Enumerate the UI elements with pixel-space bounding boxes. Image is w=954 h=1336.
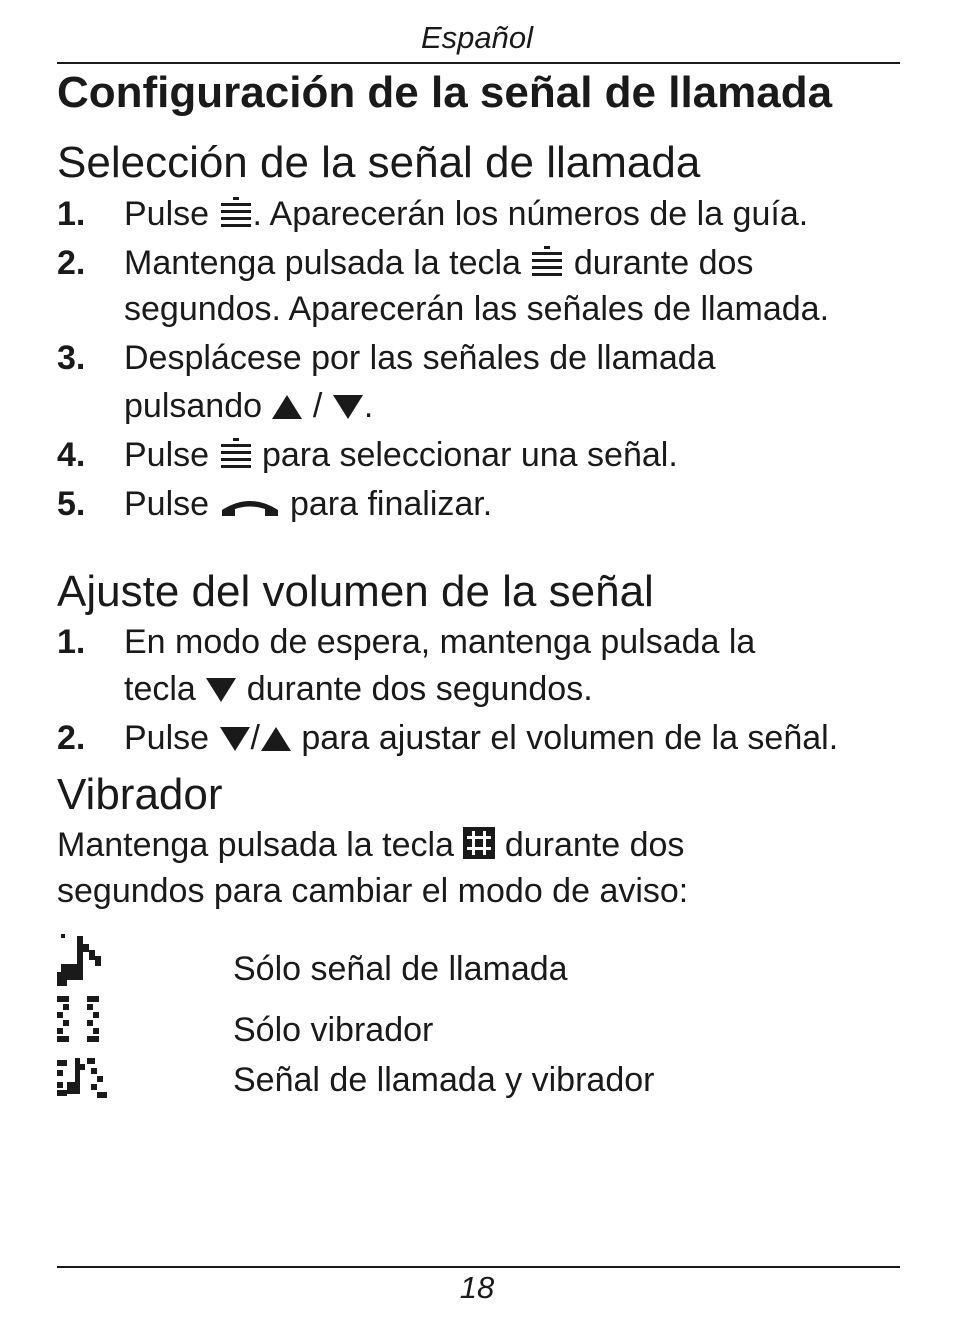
section-heading-volume: Ajuste del volumen de la señal: [57, 567, 654, 616]
step-text-line2: tecla durante dos segundos.: [124, 670, 593, 708]
ring-icon: [57, 934, 103, 988]
page-title: Configuración de la señal de llamada: [57, 68, 833, 117]
step-text: En modo de espera, mantenga pulsada la: [124, 623, 756, 661]
vibrate-paragraph: [57, 822, 688, 914]
step-text: Pulse / para ajustar el volumen de la señal.: [124, 719, 839, 757]
step-number: 1.: [57, 623, 86, 661]
step-text: Desplácese por las señales de llamada: [124, 339, 716, 377]
paragraph-line1: Mantenga pulsada la tecla durante dos: [57, 826, 685, 864]
step-number: 4.: [57, 436, 86, 474]
menu-key-icon: [219, 196, 253, 228]
arrow-down-icon: [219, 726, 251, 752]
step-text-line2: pulsando / .: [124, 387, 374, 425]
page-number: 18: [459, 1270, 495, 1305]
step-text: Pulse para finalizar.: [124, 485, 493, 523]
header-language: Español: [420, 20, 534, 55]
step-text: Mantenga pulsada la tecla durante dos: [124, 244, 754, 282]
step-number: 3.: [57, 339, 86, 377]
mode-label-vibrate: Sólo vibrador: [233, 1011, 434, 1049]
step-number: 2.: [57, 719, 86, 757]
step-text-line2: segundos. Aparecerán las señales de llamada.: [124, 290, 830, 328]
section-heading-vibrate: Vibrador: [57, 770, 223, 819]
arrow-up-icon: [260, 726, 292, 752]
vibrate-icon: [57, 996, 103, 1046]
paragraph-line2: segundos para cambiar el modo de aviso:: [57, 872, 689, 910]
end-call-icon: [219, 496, 281, 518]
menu-key-icon: [219, 437, 253, 469]
step-text: Pulse para seleccionar una señal.: [124, 436, 678, 474]
mode-label-ring-vibrate: Señal de llamada y vibrador: [233, 1061, 655, 1099]
ring-vibrate-icon: [57, 1058, 109, 1100]
menu-key-icon: [530, 245, 564, 277]
step-number: 5.: [57, 485, 86, 523]
hash-key-icon: [463, 827, 495, 859]
step-number: 2.: [57, 244, 86, 282]
step-text: Pulse . Aparecerán los números de la guía.: [124, 195, 809, 233]
section-heading-ring-selection: Selección de la señal de llamada: [57, 138, 701, 187]
mode-label-ring: Sólo señal de llamada: [233, 950, 568, 988]
arrow-down-icon: [205, 677, 237, 703]
arrow-down-icon: [332, 394, 364, 420]
footer-divider: [57, 1266, 900, 1268]
header-divider: [57, 62, 900, 64]
step-number: 1.: [57, 195, 86, 233]
arrow-up-icon: [271, 394, 303, 420]
